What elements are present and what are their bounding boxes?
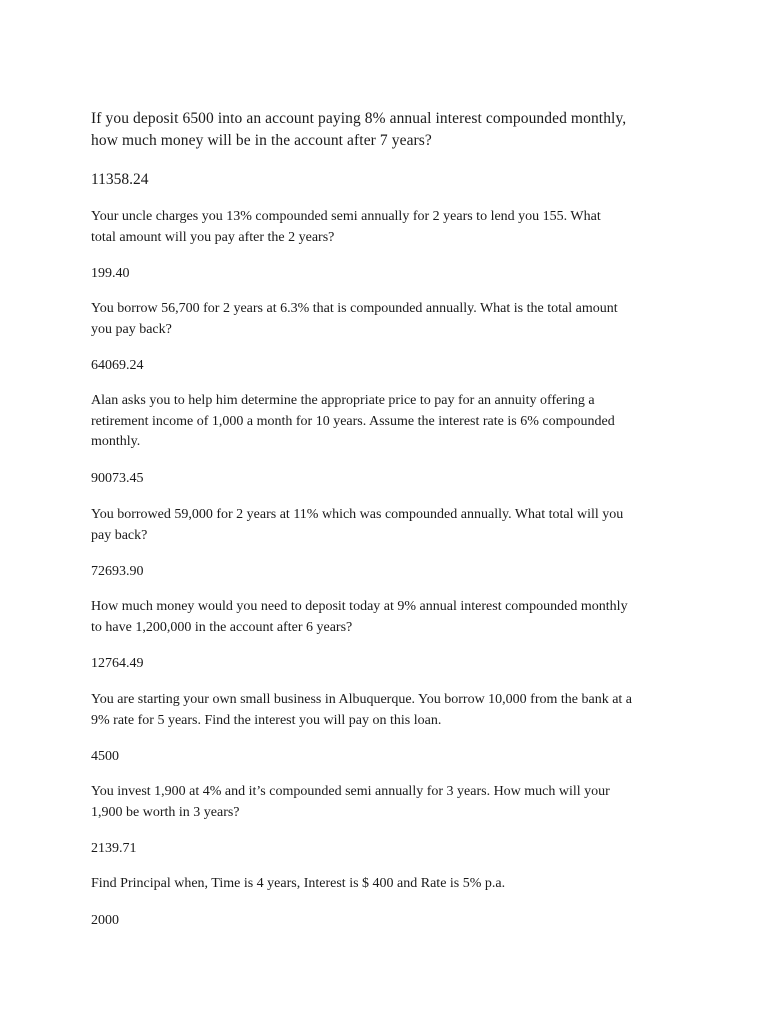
question-1-line-2: how much money will be in the account after 7 years? [91,132,432,149]
answer-6: 12764.49 [91,656,144,671]
question-5-line-2: pay back? [91,527,148,543]
question-7-line-1: You are starting your own small business in Albuquerque. You borrow 10,000 from the bank at a [91,692,633,707]
question-7 [91,690,691,731]
question-5-line-1: You borrowed 59,000 for 2 years at 11% which was compounded annually. What total will you [91,507,624,522]
answer-2: 199.40 [91,266,130,281]
question-8-line-2: 1,900 be worth in 3 years? [91,804,240,820]
question-2-line-2: total amount will you pay after the 2 years? [91,229,335,245]
question-6-line-1: How much money would you need to deposit today at 9% annual interest compounded monthly [91,599,628,614]
question-3-line-2: you pay back? [91,321,172,337]
question-8-line-1: You invest 1,900 at 4% and it’s compounded semi annually for 3 years. How much will your [91,784,610,799]
question-4 [91,391,691,453]
answer-4: 90073.45 [91,471,144,486]
question-2-line-1: Your uncle charges you 13% compounded semi annually for 2 years to lend you 155. What [91,209,601,224]
question-9 [91,874,691,895]
question-5 [91,505,691,546]
question-4-line-1: Alan asks you to help him determine the appropriate price to pay for an annuity offering a [91,393,595,408]
question-7-line-2: 9% rate for 5 years. Find the interest you will pay on this loan. [91,712,442,728]
question-4-line-2: retirement income of 1,000 a month for 10 years. Assume the interest rate is 6% compounded [91,413,615,429]
question-6 [91,597,691,638]
question-8 [91,782,691,823]
answer-8: 2139.71 [91,841,137,856]
question-6-line-2: to have 1,200,000 in the account after 6 years? [91,619,353,635]
answer-5: 72693.90 [91,564,144,579]
question-4-line-3: monthly. [91,434,141,449]
question-9-line-1: Find Principal when, Time is 4 years, Interest is $ 400 and Rate is 5% p.a. [91,876,506,891]
answer-9: 2000 [91,913,119,928]
question-1 [91,108,691,152]
answer-7: 4500 [91,749,119,764]
question-1-line-1: If you deposit 6500 into an account paying 8% annual interest compounded monthly, [91,110,627,127]
question-3-line-1: You borrow 56,700 for 2 years at 6.3% that is compounded annually. What is the total amount [91,301,618,316]
question-2 [91,207,691,248]
question-3 [91,299,691,340]
answer-1: 11358.24 [91,171,149,188]
answer-3: 64069.24 [91,358,144,373]
